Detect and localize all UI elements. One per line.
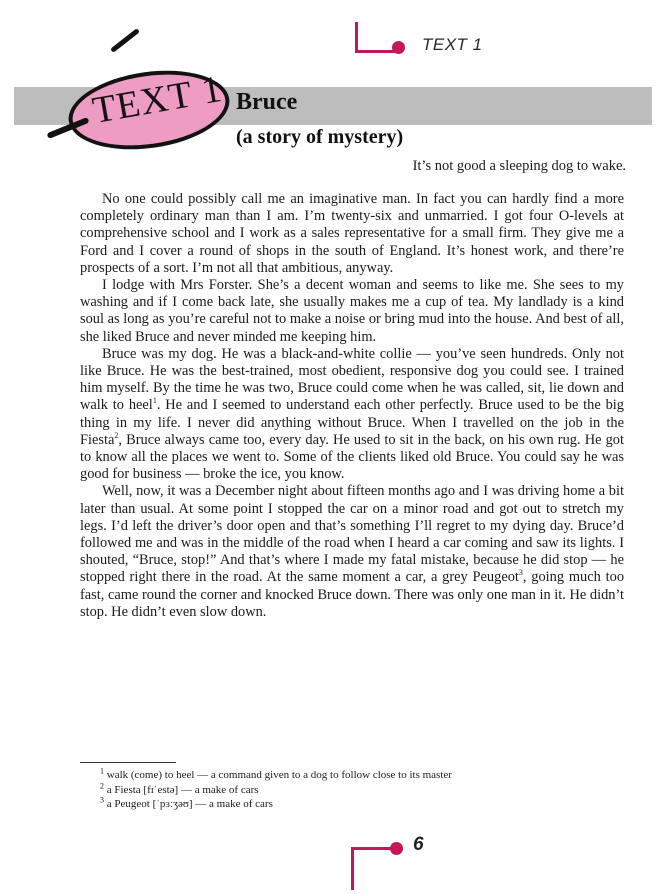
header-marker-dot <box>392 41 405 54</box>
header-label: TEXT 1 <box>422 35 483 54</box>
story-subtitle: (a story of mystery) <box>236 126 404 148</box>
footnote-ref: 1 <box>152 396 157 406</box>
badge-brush-stroke <box>110 28 140 53</box>
paragraph: No one could possibly call me an imaginative man. In fact you can hardly find a more completely ordinary man than I am. I’m twenty-six and unmarried. I got four O-levels at comprehensive school and I work as a sales representative for a small firm. They give me a Ford and I cover a round of shops in the south of England. It’s honest work, and there’re prospects of a sort. I’m not all that ambitious, anyway. <box>80 191 624 276</box>
footnote-divider <box>80 762 176 763</box>
badge-label: TEXT 1 <box>89 67 226 133</box>
paragraph: Bruce was my dog. He was a black-and-white collie — you’ve seen hundreds. Only not like Bruce. He was the best-trained, most obedient, responsive dog you could see. I trained him myself. By the time he was two, Bruce could come when he was called, sit, lie down and walk to heel$^1$. He and I seemed to understand each other perfectly. Bruce used to be the big thing in my life. I never did anything without Bruce. When I travelled on the job in the Fiesta$^2$, Bruce always came too, every day. He used to sit in the back, on his own rug. He got to know all the places we went to. Some of the clients liked old Bruce. You could say he was good for business — broke the ice, you know. <box>80 345 624 483</box>
paragraph: Well, now, it was a December night about fifteen months ago and I was driving home a bit later than usual. At some point I stopped the car on a minor road and got out to stretch my legs. I’d left the driver’s door open and that’s something I’ll regret to my dying day. Bruce’d followed me and was in the middle of the road when I heard a car coming and saw its lights. I shouted, “Bruce, stop!” And that’s where I made my fatal mistake, because he did stop — he stopped right there in the road. At the same moment a car, a grey Peugeot$^3$, going much too fast, came round the corner and knocked Bruce down. There was only one man in it. He didn’t stop. He didn’t even slow down. <box>80 483 625 620</box>
footnote-ref: 3 <box>518 568 523 578</box>
story-title: Bruce <box>236 89 298 115</box>
footnote: $^3$ a Peugeot [ˈpɜːʒəʊ] — a make of cars <box>100 795 273 810</box>
epigraph: It’s not good a sleeping dog to wake. <box>412 158 626 174</box>
footnotes <box>100 768 452 812</box>
story-body <box>80 191 624 621</box>
paragraph: I lodge with Mrs Forster. She’s a decent woman and seems to like me. She sees to my washing and if I come back late, she usually makes me a cup of tea. My landlady is a kind soul as long as you’re careful not to make a noise or bring mud into the house. And best of all, she liked Bruce and never minded me keeping him. <box>80 277 624 345</box>
page-number: 6 <box>413 834 424 855</box>
page-marker-dot <box>390 842 403 855</box>
footnote-ref: 2 <box>114 431 119 441</box>
footnote: $^2$ a Fiesta [fɪˈestə] — a make of cars <box>100 780 259 796</box>
footnote: $^1$ walk (come) to heel — a command given to a dog to follow close to its master <box>100 766 452 781</box>
